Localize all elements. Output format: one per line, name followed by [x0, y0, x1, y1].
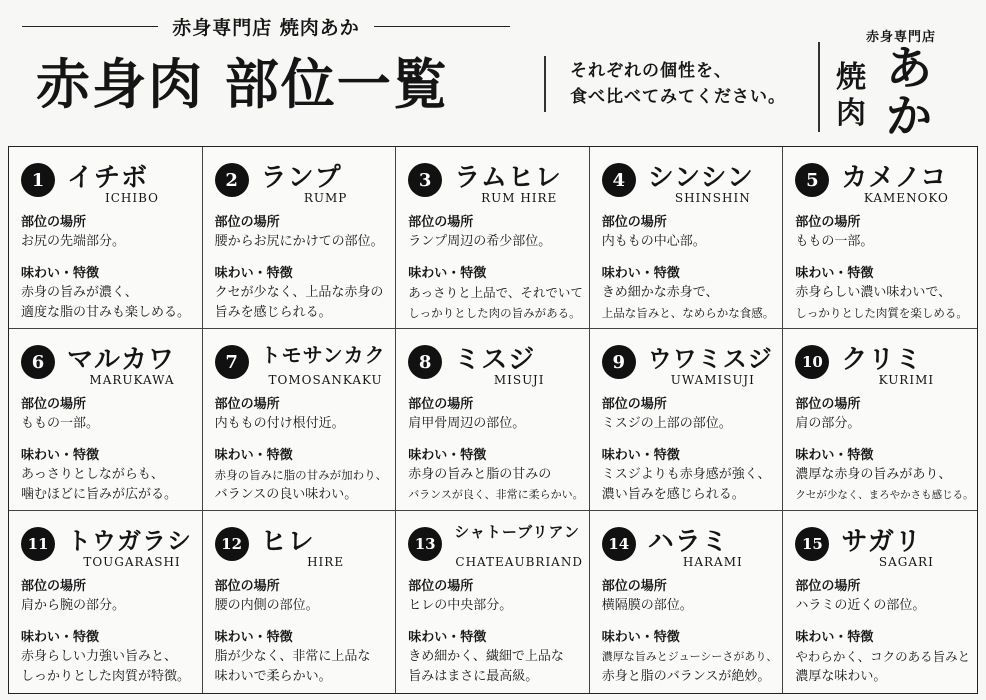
location-label: 部位の場所 [214, 215, 280, 230]
location-text: 腰の内側の部位。 [214, 598, 319, 613]
taste-text: 赤身の旨みと脂の甘みの [408, 467, 552, 482]
cut-name-japanese: ラムヒレ [454, 163, 562, 193]
cuts-grid [8, 146, 978, 694]
store-name: 赤身専門店 焼肉あか [172, 16, 360, 39]
cut-card [396, 147, 590, 329]
location-label: 部位の場所 [601, 215, 667, 230]
spacer [215, 252, 388, 262]
cut-name-japanese: サガリ [841, 527, 922, 557]
taste-text: 濃い旨みを感じられる。 [601, 487, 745, 502]
location-text: 内ももの付け根付近。 [214, 416, 345, 431]
cut-name-english: CHATEAUBRIAND [455, 555, 583, 569]
logo-tagline: 赤身専門店 [866, 30, 937, 45]
location-label: 部位の場所 [21, 215, 87, 230]
location-label: 部位の場所 [601, 579, 667, 594]
cut-header [215, 521, 388, 575]
taste-label: 味わい・特徴 [408, 630, 487, 645]
cut-card [396, 329, 590, 511]
cut-name-english: HIRE [307, 555, 345, 569]
taste-text: 上品な旨みと、なめらかな食感。 [601, 306, 775, 320]
store-logo [828, 26, 978, 143]
cut-name-english: KAMENOKO [863, 191, 949, 205]
cut-name-english: TOUGARASHI [83, 555, 181, 569]
taste-text: 赤身らしい力強い旨みと、 [21, 649, 178, 664]
taste-label: 味わい・特徴 [601, 630, 680, 645]
taste-text: 赤身と脂のバランスが絶妙。 [601, 669, 771, 684]
taste-text: あっさりと上品で、それでいて [408, 285, 583, 300]
taste-text: しっかりとした肉質を楽しめる。 [795, 306, 968, 320]
cut-name-english: RUMP [303, 191, 348, 205]
taste-label: 味わい・特徴 [795, 266, 874, 281]
taste-text: 濃厚な味わい。 [795, 669, 887, 684]
location-label: 部位の場所 [214, 397, 280, 412]
taste-label: 味わい・特徴 [21, 448, 100, 463]
cut-number-badge: 2 [215, 163, 249, 197]
cut-number-badge: 14 [602, 527, 636, 561]
cut-name-japanese: イチボ [67, 163, 149, 193]
cut-header [602, 157, 775, 211]
cut-number-badge: 11 [21, 527, 55, 561]
taste-text: 旨みを感じられる。 [214, 305, 332, 320]
taste-label: 味わい・特徴 [795, 630, 874, 645]
location-label: 部位の場所 [795, 215, 861, 230]
taste-text: 適度な脂の甘みも楽しめる。 [21, 305, 191, 320]
cut-name-japanese: ミスジ [454, 345, 536, 375]
cut-number-badge: 6 [21, 345, 55, 379]
cut-card [783, 147, 977, 329]
spacer [215, 616, 388, 626]
taste-text: 濃厚な赤身の旨みがあり、 [795, 467, 952, 482]
cut-name-japanese: トモサンカク [260, 343, 386, 367]
taste-text: 噛むほどに旨みが広がる。 [21, 487, 178, 502]
page-title: 赤身肉 部位一覧 [36, 52, 449, 116]
spacer [21, 434, 194, 444]
cut-header [21, 521, 194, 575]
location-label: 部位の場所 [21, 397, 87, 412]
cut-number-badge: 1 [21, 163, 55, 197]
cut-header [21, 339, 194, 393]
cut-number-badge: 3 [408, 163, 442, 197]
location-text: 肩の部分。 [795, 416, 861, 431]
location-label: 部位の場所 [795, 397, 861, 412]
cut-name-english: SAGARI [878, 555, 934, 569]
cut-header [602, 339, 775, 393]
cut-name-japanese: ヒレ [260, 527, 315, 557]
taste-label: 味わい・特徴 [408, 266, 487, 281]
cut-header [795, 339, 969, 393]
taste-label: 味わい・特徴 [214, 630, 293, 645]
location-label: 部位の場所 [21, 579, 87, 594]
cut-name-english: UWAMISUJI [670, 373, 755, 387]
cut-card [9, 511, 203, 693]
cut-card [9, 329, 203, 511]
spacer [795, 252, 969, 262]
cut-header [408, 339, 581, 393]
cut-name-english: RUM HIRE [481, 191, 558, 205]
cut-number-badge: 15 [795, 527, 829, 561]
taste-label: 味わい・特徴 [214, 448, 293, 463]
cut-card [203, 329, 397, 511]
divider [374, 26, 510, 27]
taste-text: やわらかく、コクのある旨みと [795, 649, 971, 664]
taste-text: 旨みはまさに最高級。 [408, 669, 539, 684]
location-label: 部位の場所 [408, 397, 474, 412]
cut-card [590, 329, 784, 511]
cut-name-english: MARUKAWA [89, 373, 175, 387]
taste-text: 赤身の旨みが濃く、 [21, 285, 138, 300]
spacer [21, 252, 194, 262]
cut-name-english: SHINSHIN [674, 191, 751, 205]
cut-card [783, 511, 977, 693]
taste-label: 味わい・特徴 [214, 266, 293, 281]
cut-name-japanese: クリミ [841, 345, 923, 375]
cut-card [590, 511, 784, 693]
location-label: 部位の場所 [601, 397, 667, 412]
cut-number-badge: 4 [602, 163, 636, 197]
cut-name-english: TOMOSANKAKU [268, 373, 383, 387]
cut-number-badge: 8 [408, 345, 442, 379]
divider [22, 26, 158, 27]
location-text: 横隔膜の部位。 [601, 598, 693, 613]
store-name-line [22, 12, 510, 40]
subtitle [570, 58, 810, 110]
location-text: ヒレの中央部分。 [408, 598, 513, 613]
cut-card [396, 511, 590, 693]
taste-text: クセが少なく、まろやかさも感じる。 [795, 489, 974, 501]
logo-sub-text: 焼肉 [836, 60, 866, 131]
cut-number-badge: 13 [408, 527, 442, 561]
taste-text: しっかりとした肉の旨みがある。 [408, 306, 581, 320]
location-label: 部位の場所 [408, 579, 474, 594]
cut-number-badge: 7 [215, 345, 249, 379]
taste-text: ミスジよりも赤身感が強く、 [601, 467, 771, 482]
cut-name-english: HARAMI [682, 555, 743, 569]
cut-header [215, 339, 388, 393]
location-text: ミスジの上部の部位。 [601, 416, 732, 431]
taste-text: 赤身の旨みに脂の甘みが加わり、 [214, 468, 388, 482]
spacer [408, 434, 581, 444]
cut-name-japanese: シンシン [647, 163, 754, 193]
cut-card [203, 147, 397, 329]
cut-name-japanese: ウワミスジ [647, 344, 773, 373]
spacer [408, 252, 581, 262]
spacer [602, 616, 775, 626]
taste-label: 味わい・特徴 [408, 448, 487, 463]
taste-text: 濃厚な旨みとジューシーさがあり、 [601, 650, 778, 663]
cut-number-badge: 12 [215, 527, 249, 561]
vertical-divider [544, 56, 546, 112]
location-text: ももの一部。 [795, 234, 874, 249]
taste-text: 赤身らしい濃い味わいで、 [795, 285, 952, 300]
spacer [602, 252, 775, 262]
page-header [0, 0, 986, 146]
taste-text: 味わいで柔らかい。 [214, 669, 332, 684]
location-text: ハラミの近くの部位。 [795, 598, 926, 613]
location-text: 内ももの中心部。 [601, 234, 706, 249]
taste-text: クセが少なく、上品な赤身の [214, 285, 384, 300]
cut-header [215, 157, 388, 211]
cut-card [590, 147, 784, 329]
spacer [795, 616, 969, 626]
spacer [21, 616, 194, 626]
cut-name-english: ICHIBO [104, 191, 159, 205]
location-text: ランプ周辺の希少部位。 [408, 234, 552, 249]
cut-name-japanese: カメノコ [841, 163, 948, 193]
cut-header [408, 157, 581, 211]
location-text: 肩から腕の部分。 [21, 598, 126, 613]
taste-label: 味わい・特徴 [601, 448, 680, 463]
taste-label: 味わい・特徴 [795, 448, 874, 463]
taste-label: 味わい・特徴 [21, 630, 100, 645]
cut-header [21, 157, 194, 211]
vertical-divider [818, 42, 820, 132]
cut-header [408, 521, 581, 575]
location-text: 腰からお尻にかけての部位。 [214, 234, 384, 249]
taste-text: 脂が少なく、非常に上品な [214, 649, 371, 664]
cut-header [795, 521, 969, 575]
cut-number-badge: 10 [795, 345, 829, 379]
spacer [408, 616, 581, 626]
taste-text: しっかりとした肉質が特徴。 [21, 669, 191, 684]
taste-label: 味わい・特徴 [21, 266, 100, 281]
location-text: 肩甲骨周辺の部位。 [408, 416, 526, 431]
location-label: 部位の場所 [408, 215, 474, 230]
location-label: 部位の場所 [214, 579, 280, 594]
cut-number-badge: 9 [602, 345, 636, 379]
subtitle-line: それぞれの個性を、 [570, 61, 732, 81]
location-label: 部位の場所 [795, 579, 861, 594]
cut-card [783, 329, 977, 511]
cut-name-english: KURIMI [878, 373, 935, 387]
cut-name-japanese: ハラミ [647, 527, 729, 557]
taste-label: 味わい・特徴 [601, 266, 680, 281]
taste-text: きめ細かな赤身で、 [601, 285, 719, 300]
subtitle-line: 食べ比べてみてください。 [570, 87, 786, 107]
location-text: ももの一部。 [21, 416, 100, 431]
taste-text: きめ細かく、繊細で上品な [408, 649, 564, 664]
cut-card [203, 511, 397, 693]
spacer [602, 434, 775, 444]
logo-main-text: あか [886, 41, 932, 143]
taste-text: バランスの良い味わい。 [214, 487, 358, 502]
cut-name-japanese: マルカワ [67, 345, 176, 375]
spacer [795, 434, 969, 444]
location-text: お尻の先端部分。 [21, 234, 126, 249]
spacer [215, 434, 388, 444]
cut-header [795, 157, 969, 211]
cut-name-japanese: シャトーブリアン [454, 523, 580, 541]
cut-name-japanese: トウガラシ [67, 526, 192, 555]
taste-text: あっさりとしながらも、 [21, 467, 164, 482]
taste-text: バランスが良く、非常に柔らかい。 [408, 488, 584, 501]
cut-name-english: MISUJI [493, 373, 545, 387]
cut-number-badge: 5 [795, 163, 829, 197]
cut-name-japanese: ランプ [260, 163, 342, 193]
cut-header [602, 521, 775, 575]
cut-card [9, 147, 203, 329]
